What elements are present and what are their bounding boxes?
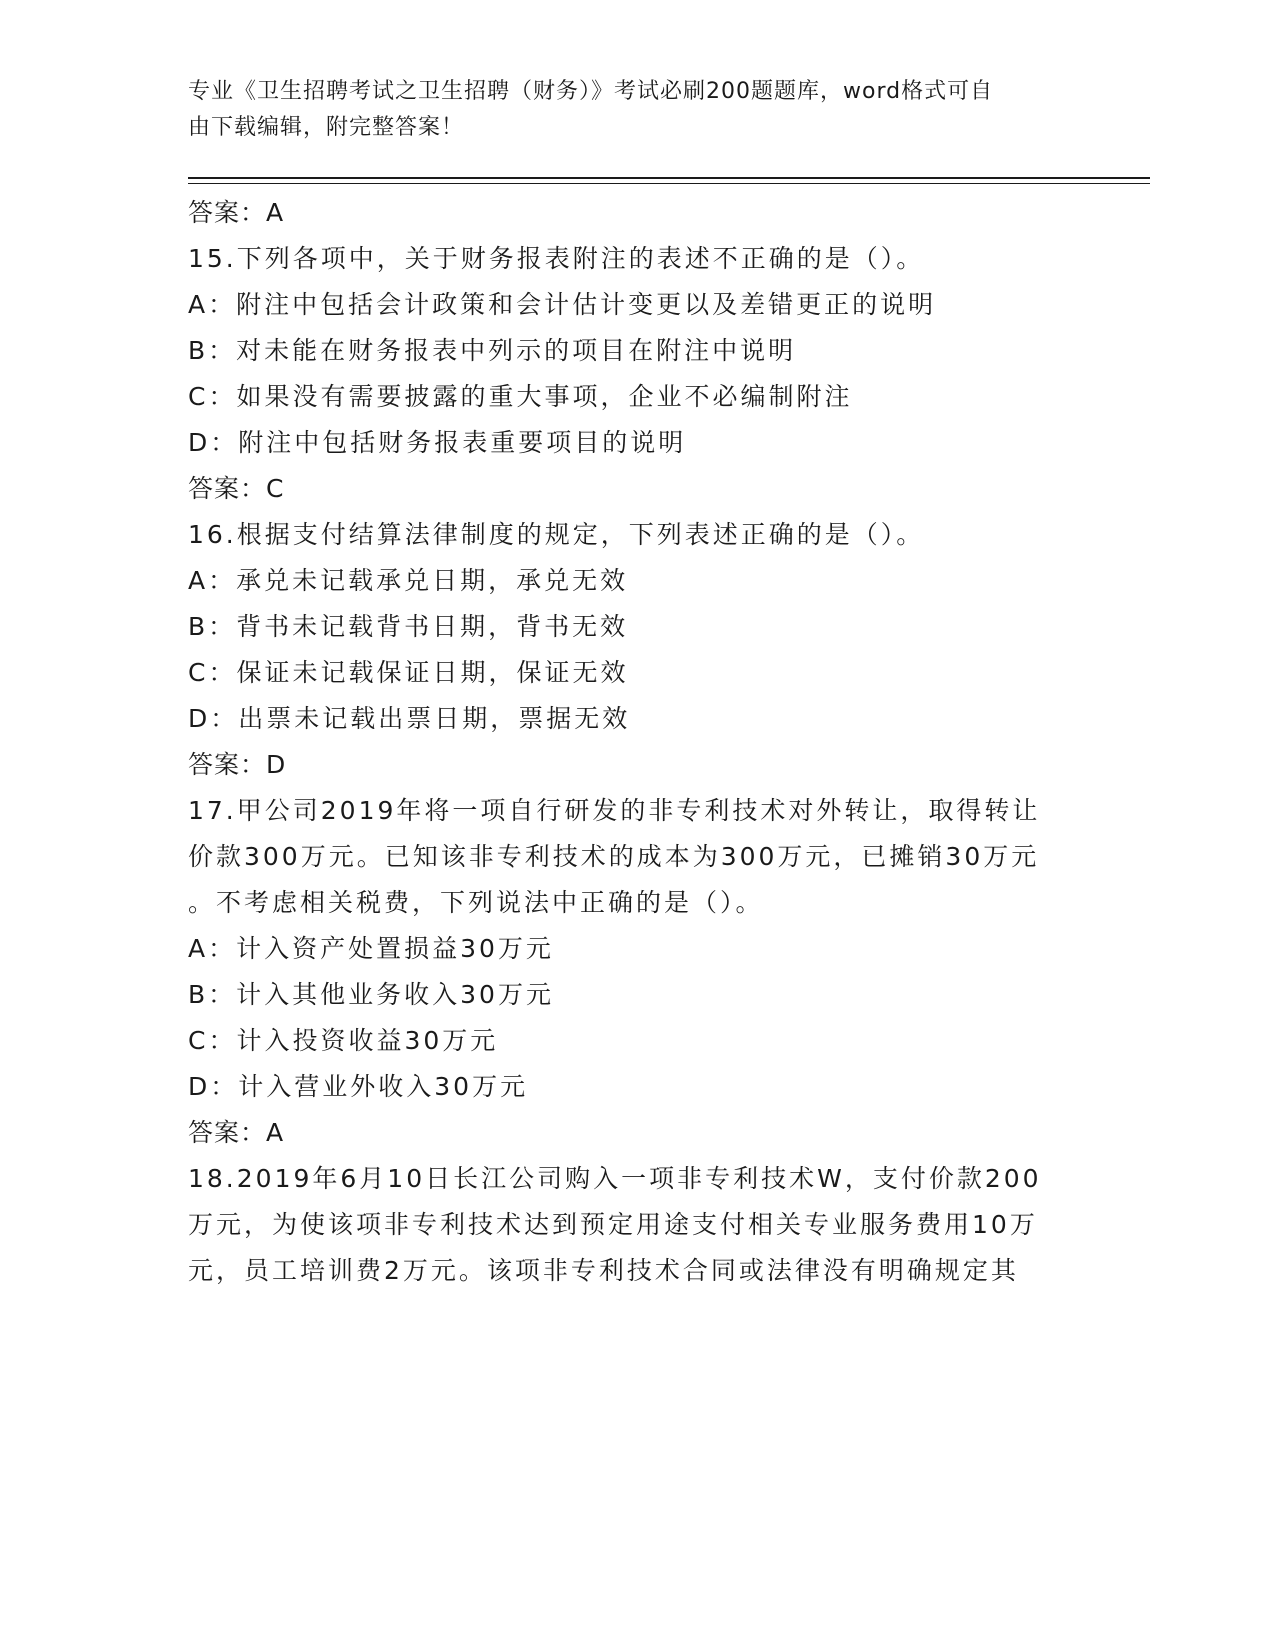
option-d: D：计入营业外收入30万元 bbox=[188, 1072, 529, 1101]
option-c: C：如果没有需要披露的重大事项，企业不必编制附注 bbox=[188, 382, 853, 411]
question-16 bbox=[188, 512, 1088, 788]
header-rule-thick bbox=[188, 177, 1150, 179]
option-a: A：计入资产处置损益30万元 bbox=[188, 934, 554, 963]
option-c: C：计入投资收益30万元 bbox=[188, 1026, 499, 1055]
document-header bbox=[188, 74, 1068, 146]
question-17 bbox=[188, 788, 1088, 1156]
question-18 bbox=[188, 1156, 1088, 1294]
question-answer: 答案：C bbox=[188, 474, 285, 503]
option-d: D：出票未记载出票日期，票据无效 bbox=[188, 704, 631, 733]
question-stem-line: 元，员工培训费2万元。该项非专利技术合同或法律没有明确规定其 bbox=[188, 1256, 1019, 1285]
header-rule-thin bbox=[188, 183, 1150, 184]
option-b: B：对未能在财务报表中列示的项目在附注中说明 bbox=[188, 336, 797, 365]
header-title-line-2: 由下载编辑，附完整答案！ bbox=[188, 115, 465, 140]
question-answer: 答案：A bbox=[188, 1118, 285, 1147]
question-stem-line: 17.甲公司2019年将一项自行研发的非专利技术对外转让，取得转让 bbox=[188, 796, 1041, 825]
question-stem-line: 18.2019年6月10日长江公司购入一项非专利技术W，支付价款200 bbox=[188, 1164, 1042, 1193]
question-stem-line: 。不考虑相关税费，下列说法中正确的是（）。 bbox=[188, 888, 764, 917]
question-stem-line: 价款300万元。已知该非专利技术的成本为300万元，已摊销30万元 bbox=[188, 842, 1040, 871]
option-c: C：保证未记载保证日期，保证无效 bbox=[188, 658, 629, 687]
question-list bbox=[188, 190, 1088, 1294]
option-a: A：承兑未记载承兑日期，承兑无效 bbox=[188, 566, 629, 595]
question-answer: 答案：D bbox=[188, 750, 287, 779]
question-stem-line: 万元，为使该项非专利技术达到预定用途支付相关专业服务费用10万 bbox=[188, 1210, 1038, 1239]
question-stem-line: 15.下列各项中，关于财务报表附注的表述不正确的是（）。 bbox=[188, 244, 925, 273]
question-15 bbox=[188, 236, 1088, 512]
header-title-line-1: 专业《卫生招聘考试之卫生招聘（财务）》考试必刷200题题库，word格式可自 bbox=[188, 79, 994, 104]
option-b: B：计入其他业务收入30万元 bbox=[188, 980, 554, 1009]
option-b: B：背书未记载背书日期，背书无效 bbox=[188, 612, 629, 641]
option-a: A：附注中包括会计政策和会计估计变更以及差错更正的说明 bbox=[188, 290, 937, 319]
previous-answer: 答案：A bbox=[188, 198, 285, 227]
question-stem-line: 16.根据支付结算法律制度的规定，下列表述正确的是（）。 bbox=[188, 520, 925, 549]
option-d: D：附注中包括财务报表重要项目的说明 bbox=[188, 428, 687, 457]
